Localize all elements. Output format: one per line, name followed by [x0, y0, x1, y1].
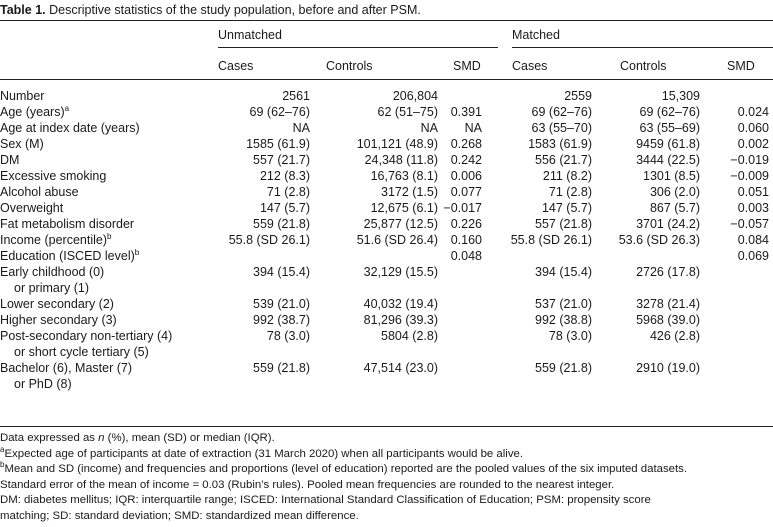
cell-unmatched-cases: 539 (21.0) [253, 297, 310, 311]
cell-unmatched-smd: 0.048 [450, 249, 482, 263]
cell-matched-controls: 2726 (17.8) [636, 265, 700, 279]
table-title: Descriptive statistics of the study population, before and after PSM. [49, 3, 421, 17]
col-header-matched-cases: Cases [512, 59, 548, 73]
cell-matched-cases: 559 (21.8) [535, 361, 592, 375]
col-header-unmatched-smd: SMD [453, 59, 481, 73]
cell-unmatched-smd: 0.226 [450, 217, 482, 231]
cell-matched-smd: 0.024 [737, 105, 769, 119]
cell-unmatched-cases: 212 (8.3) [259, 169, 310, 183]
cell-unmatched-controls: 24,348 (11.8) [364, 153, 438, 167]
cell-matched-controls: 5968 (39.0) [636, 313, 700, 327]
cell-unmatched-cases: 147 (5.7) [259, 201, 310, 215]
row-label: Alcohol abuse [0, 185, 79, 199]
cell-matched-controls: 1301 (8.5) [643, 169, 700, 183]
col-header-unmatched-controls: Controls [326, 59, 373, 73]
col-header-matched-smd: SMD [727, 59, 755, 73]
row-label: Early childhood (0) [0, 265, 105, 279]
cell-unmatched-cases: 992 (38.7) [253, 313, 310, 327]
cell-unmatched-controls: 62 (51–75) [377, 105, 438, 119]
cell-unmatched-controls: 206,804 [392, 89, 438, 103]
cell-matched-cases: 1583 (61.9) [528, 137, 592, 151]
cell-unmatched-controls: 5804 (2.8) [381, 329, 438, 343]
cell-unmatched-smd: 0.160 [450, 233, 482, 247]
row-label-continued: or primary (1) [14, 281, 90, 295]
cell-matched-smd: 0.060 [737, 121, 769, 135]
row-label: Excessive smoking [0, 169, 107, 183]
footnote-b: $^b$Mean and SD (income) and frequencies and proportions (level of education) reported are the pooled values of the six imputed datasets. [0, 460, 688, 476]
col-header-matched-controls: Controls [620, 59, 667, 73]
cell-matched-cases: 211 (8.2) [542, 169, 592, 183]
cell-unmatched-cases: 71 (2.8) [266, 185, 310, 199]
cell-unmatched-cases: 1585 (61.9) [246, 137, 310, 151]
cell-unmatched-smd: 0.077 [450, 185, 482, 199]
cell-matched-cases: 78 (3.0) [548, 329, 592, 343]
cell-unmatched-controls: 16,763 (8.1) [370, 169, 438, 183]
header-rule [0, 79, 773, 80]
cell-matched-smd: −0.019 [730, 153, 769, 167]
cell-matched-smd: 0.051 [737, 185, 769, 199]
cell-matched-controls: 63 (55–69) [639, 121, 700, 135]
row-label: Higher secondary (3) [0, 313, 117, 327]
cell-unmatched-cases: 2561 [282, 89, 310, 103]
cell-matched-cases: 557 (21.8) [535, 217, 592, 231]
cell-unmatched-cases: 55.8 (SD 26.1) [228, 233, 310, 247]
footnote-sem: Standard error of the mean of income = 0.03 (Rubin’s rules). Pooled mean frequencies are rounded to the nearest integer. [0, 478, 615, 491]
row-label: Bachelor (6), Master (7) [0, 361, 132, 375]
row-label: Fat metabolism disorder [0, 217, 135, 231]
group-header-unmatched: Unmatched [218, 28, 282, 42]
row-label: DM [0, 153, 20, 167]
cell-matched-cases: 69 (62–76) [531, 105, 592, 119]
row-label: Income (percentile)$^b$ [0, 232, 112, 247]
cell-unmatched-cases: 394 (15.4) [253, 265, 310, 279]
cell-matched-cases: 992 (38.8) [535, 313, 592, 327]
cell-matched-controls: 306 (2.0) [649, 185, 700, 199]
row-label: Age at index date (years) [0, 121, 140, 135]
cell-unmatched-controls: 47,514 (23.0) [363, 361, 438, 375]
row-label: Education (ISCED level)$^b$ [0, 248, 140, 263]
bottom-rule [0, 426, 773, 427]
cell-unmatched-controls: 101,121 (48.9) [356, 137, 438, 151]
cell-unmatched-cases: 559 (21.8) [253, 217, 310, 231]
cell-matched-controls: 3278 (21.4) [636, 297, 700, 311]
cell-unmatched-controls: NA [420, 121, 438, 135]
cell-matched-cases: 556 (21.7) [535, 153, 592, 167]
row-label: Lower secondary (2) [0, 297, 114, 311]
cell-unmatched-cases: 557 (21.7) [253, 153, 310, 167]
cell-unmatched-cases: 559 (21.8) [253, 361, 310, 375]
cell-unmatched-controls: 81,296 (39.3) [363, 313, 438, 327]
cell-matched-smd: −0.057 [730, 217, 769, 231]
cell-unmatched-controls: 25,877 (12.5) [363, 217, 438, 231]
cell-unmatched-controls: 51.6 (SD 26.4) [356, 233, 438, 247]
col-header-unmatched-cases: Cases [218, 59, 254, 73]
unmatched-rule [218, 47, 498, 48]
cell-unmatched-cases: 69 (62–76) [249, 105, 310, 119]
cell-matched-cases: 2559 [564, 89, 592, 103]
row-label: Overweight [0, 201, 64, 215]
cell-matched-smd: −0.009 [730, 169, 769, 183]
cell-matched-controls: 69 (62–76) [639, 105, 700, 119]
cell-matched-controls: 3701 (24.2) [636, 217, 700, 231]
row-label-continued: or PhD (8) [14, 377, 72, 391]
cell-matched-controls: 9459 (61.8) [636, 137, 700, 151]
group-header-matched: Matched [512, 28, 560, 42]
cell-matched-cases: 537 (21.0) [535, 297, 592, 311]
cell-unmatched-cases: 78 (3.0) [266, 329, 310, 343]
footnote-a: $^a$Expected age of participants at date of extraction (31 March 2020) when all participants would be alive. [0, 444, 524, 460]
matched-rule [512, 47, 773, 48]
row-label: Age (years)$^a$ [0, 104, 70, 119]
cell-matched-cases: 55.8 (SD 26.1) [510, 233, 592, 247]
cell-matched-smd: 0.069 [737, 249, 769, 263]
cell-unmatched-cases: NA [292, 121, 310, 135]
cell-matched-controls: 3444 (22.5) [636, 153, 700, 167]
cell-matched-controls: 426 (2.8) [649, 329, 700, 343]
top-rule [0, 20, 773, 21]
cell-matched-cases: 71 (2.8) [548, 185, 592, 199]
row-label: Number [0, 89, 45, 103]
cell-unmatched-smd: 0.006 [450, 169, 482, 183]
row-label-continued: or short cycle tertiary (5) [14, 345, 149, 359]
cell-matched-controls: 867 (5.7) [649, 201, 700, 215]
cell-unmatched-controls: 3172 (1.5) [381, 185, 438, 199]
cell-matched-smd: 0.002 [737, 137, 769, 151]
table-label: Table 1. [0, 3, 46, 17]
table-footnotes [0, 431, 773, 525]
cell-unmatched-smd: 0.391 [450, 105, 482, 119]
cell-unmatched-smd: 0.242 [450, 153, 482, 167]
cell-unmatched-smd: NA [464, 121, 482, 135]
cell-matched-smd: 0.084 [737, 233, 769, 247]
cell-unmatched-smd: −0.017 [443, 201, 482, 215]
row-label: Post-secondary non-tertiary (4) [0, 329, 173, 343]
cell-unmatched-controls: 12,675 (6.1) [370, 201, 438, 215]
footnote-format: Data expressed as n (%), mean (SD) or median (IQR). [0, 432, 275, 444]
cell-unmatched-controls: 40,032 (19.4) [363, 297, 438, 311]
cell-matched-controls: 15,309 [661, 89, 700, 103]
table-caption [0, 2, 773, 18]
cell-matched-controls: 2910 (19.0) [636, 361, 700, 375]
row-label: Sex (M) [0, 137, 44, 151]
cell-matched-smd: 0.003 [737, 201, 769, 215]
cell-matched-cases: 394 (15.4) [535, 265, 592, 279]
cell-matched-cases: 63 (55–70) [531, 121, 592, 135]
footnote-abbreviations: DM: diabetes mellitus; IQR: interquartile range; ISCED: International Standard Classification of Education; PSM: propensity score [0, 494, 651, 507]
cell-unmatched-controls: 32,129 (15.5) [363, 265, 438, 279]
cell-unmatched-smd: 0.268 [450, 137, 482, 151]
cell-matched-cases: 147 (5.7) [541, 201, 592, 215]
cell-matched-controls: 53.6 (SD 26.3) [618, 233, 700, 247]
footnote-abbreviations-cont: matching; SD: standard deviation; SMD: standardized mean difference. [0, 509, 359, 522]
